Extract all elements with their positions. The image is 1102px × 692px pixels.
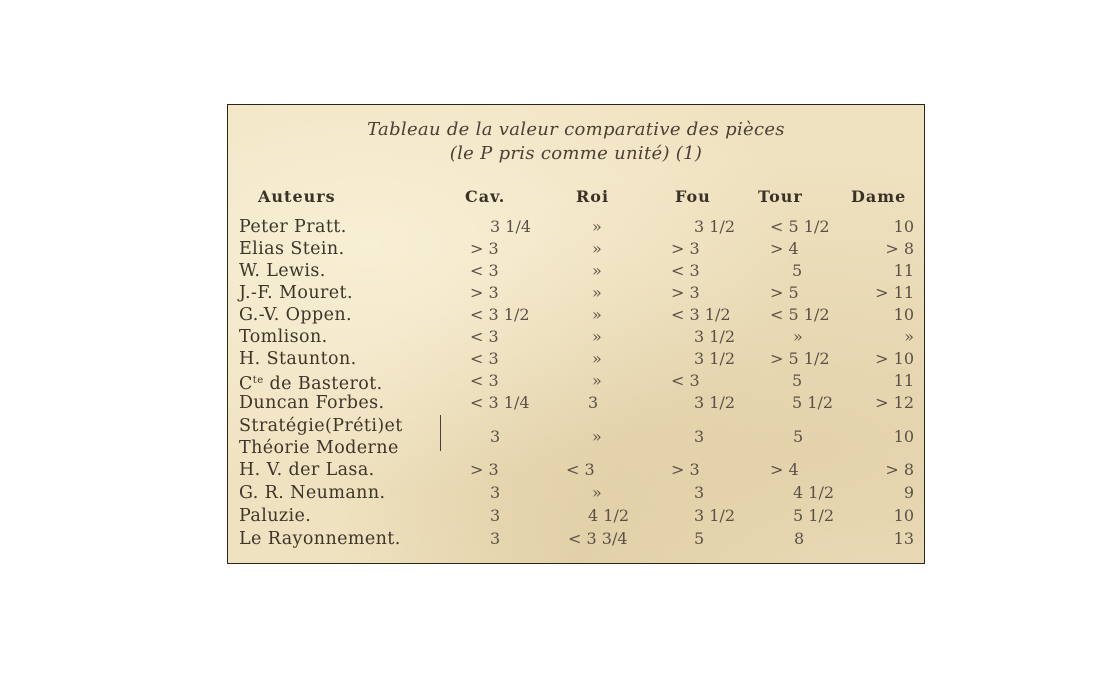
dame-cell: > 11: [875, 283, 914, 302]
author-cell: H. V. der Lasa.: [239, 460, 375, 480]
scanned-table-image: [227, 104, 925, 564]
table-row: [228, 415, 924, 461]
cav-cell: > 3: [470, 239, 499, 258]
roi-cell: 4 1/2: [588, 506, 630, 525]
roi-cell: »: [592, 305, 602, 324]
author-cell: Stratégie(Préti)et: [239, 416, 403, 436]
author-cell: Peter Pratt.: [239, 217, 347, 237]
author-cell: Elias Stein.: [239, 239, 345, 259]
dame-cell: 11: [893, 261, 914, 280]
roi-cell: »: [592, 261, 602, 280]
roi-cell: »: [592, 327, 602, 346]
roi-cell: »: [592, 239, 602, 258]
fou-cell: 5: [694, 529, 705, 548]
table-row: [228, 505, 924, 527]
table-row: [228, 326, 924, 348]
table-row: [228, 392, 924, 414]
roi-cell: »: [592, 349, 602, 368]
table-row: [228, 260, 924, 282]
cav-cell: < 3: [470, 327, 499, 346]
fou-cell: 3 1/2: [694, 217, 736, 236]
tour-cell: 5: [792, 371, 803, 390]
cav-cell: 3: [490, 427, 501, 446]
table-subtitle: (le P pris comme unité) (1): [449, 143, 703, 164]
cav-cell: > 3: [470, 283, 499, 302]
dame-cell: > 12: [875, 393, 914, 412]
roi-cell: < 3 3/4: [568, 529, 628, 548]
cav-cell: 3 1/4: [490, 217, 532, 236]
roi-cell: »: [592, 371, 602, 390]
dame-cell: 9: [903, 483, 914, 502]
header-roi: Roi: [576, 187, 610, 206]
fou-cell: 3 1/2: [694, 393, 736, 412]
author-cell: Paluzie.: [239, 506, 312, 526]
cav-cell: 3: [490, 483, 501, 502]
fou-cell: 3 1/2: [694, 349, 736, 368]
fou-cell: < 3: [671, 371, 700, 390]
author-cell: G.-V. Oppen.: [239, 305, 353, 325]
header-dame: Dame: [851, 187, 907, 206]
cav-cell: > 3: [470, 460, 499, 479]
tour-cell: > 5: [770, 283, 799, 302]
author-cell-line2: Théorie Moderne: [239, 438, 399, 458]
fou-cell: 3 1/2: [694, 506, 736, 525]
tour-cell: 4 1/2: [793, 483, 835, 502]
table-row: [228, 348, 924, 370]
author-cell: Duncan Forbes.: [239, 393, 385, 413]
table-row: [228, 282, 924, 304]
table-row: [228, 370, 924, 392]
table-title: Tableau de la valeur comparative des pièces: [367, 119, 785, 140]
tour-cell: 5: [792, 261, 803, 280]
roi-cell: »: [592, 283, 602, 302]
header-fou: Fou: [675, 187, 711, 206]
tour-cell: 5: [793, 427, 804, 446]
dame-cell: 13: [893, 529, 914, 548]
cav-cell: < 3 1/2: [470, 305, 530, 324]
author-cell: Le Rayonnement.: [239, 529, 401, 549]
fou-cell: 3: [694, 483, 705, 502]
tour-cell: < 5 1/2: [770, 305, 830, 324]
fou-cell: 3 1/2: [694, 327, 736, 346]
tour-cell: > 4: [770, 460, 799, 479]
dame-cell: > 10: [875, 349, 914, 368]
roi-cell: 3: [588, 393, 599, 412]
header-cav: Cav.: [465, 187, 506, 206]
fou-cell: 3: [694, 427, 705, 446]
cav-cell: < 3: [470, 371, 499, 390]
tour-cell: < 5 1/2: [770, 217, 830, 236]
dame-cell: > 8: [885, 239, 914, 258]
author-rest: de Basterot.: [263, 374, 383, 394]
brace-mark: [437, 415, 441, 451]
table-row: [228, 528, 924, 550]
author-cell: G. R. Neumann.: [239, 483, 386, 503]
header-tour: Tour: [758, 187, 803, 206]
table-row: [228, 482, 924, 504]
author-cell: Tomlison.: [239, 327, 328, 347]
dame-cell: 10: [893, 305, 914, 324]
roi-cell: »: [592, 217, 602, 236]
fou-cell: > 3: [671, 239, 700, 258]
tour-cell: 8: [794, 529, 805, 548]
tour-cell: 5 1/2: [793, 506, 835, 525]
roi-cell: »: [592, 427, 602, 446]
cav-cell: 3: [490, 506, 501, 525]
fou-cell: > 3: [671, 283, 700, 302]
dame-cell: »: [904, 327, 914, 346]
dame-cell: 10: [893, 506, 914, 525]
fou-cell: < 3 1/2: [671, 305, 731, 324]
dame-cell: > 8: [885, 460, 914, 479]
dame-cell: 11: [893, 371, 914, 390]
cav-cell: < 3: [470, 349, 499, 368]
roi-cell: < 3: [566, 460, 595, 479]
tour-cell: 5 1/2: [792, 393, 834, 412]
dame-cell: 10: [893, 217, 914, 236]
cav-cell: 3: [490, 529, 501, 548]
tour-cell: »: [793, 327, 803, 346]
author-cell: H. Staunton.: [239, 349, 357, 369]
author-superscript: te: [252, 375, 264, 386]
dame-cell: 10: [893, 427, 914, 446]
author-cell: J.-F. Mouret.: [239, 283, 353, 303]
tour-cell: > 4: [770, 239, 799, 258]
roi-cell: »: [592, 483, 602, 502]
cav-cell: < 3: [470, 261, 499, 280]
header-auteurs: Auteurs: [258, 187, 336, 206]
fou-cell: < 3: [671, 261, 700, 280]
table-row: [228, 304, 924, 326]
author-prefix: C: [239, 374, 253, 394]
cav-cell: < 3 1/4: [470, 393, 530, 412]
author-cell: W. Lewis.: [239, 261, 326, 281]
table-row: [228, 216, 924, 238]
fou-cell: > 3: [671, 460, 700, 479]
table-row: [228, 459, 924, 481]
table-row: [228, 238, 924, 260]
tour-cell: > 5 1/2: [770, 349, 830, 368]
